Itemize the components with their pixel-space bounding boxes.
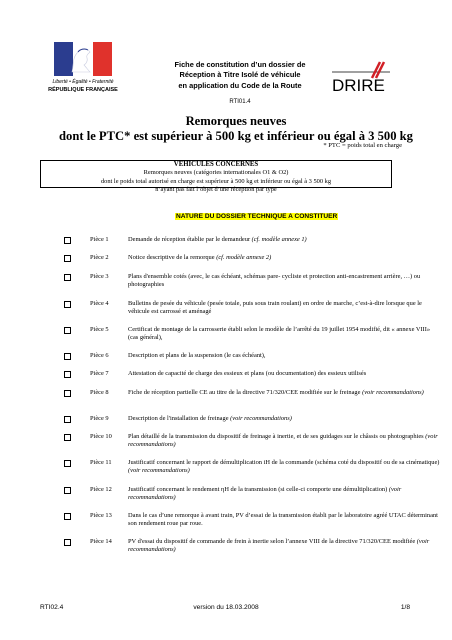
logo-motto: Liberté • Égalité • Fraternité [52,79,114,85]
fiche-title: Fiche de constitution d’un dossier de Réception à Titre Isolé de véhicule en application du Code de la Route [174,60,306,90]
drire-logo [328,60,400,94]
drire-logo-text: DRIRE [332,76,385,94]
checkbox[interactable] [64,513,71,520]
document-code: RTI01.4 [229,99,251,105]
vehicules-line: dont le poids total autorisé en charge est supérieur à 500 kg et inférieur ou égal à 3 500 kg [100,177,332,185]
vehicules-line: n’ayant pas fait l’objet d’une réception par type [155,185,277,193]
logo-republic: RÉPUBLIQUE FRANÇAISE [48,87,118,93]
checkbox[interactable] [64,416,71,423]
checkbox[interactable] [64,460,71,467]
checkbox[interactable] [64,434,71,441]
checkbox[interactable] [64,487,71,494]
checkbox[interactable] [64,237,71,244]
republique-francaise-logo [48,42,118,98]
checkbox[interactable] [64,327,71,334]
checkbox[interactable] [64,255,71,262]
marianne-icon [66,46,96,74]
nature-heading: NATURE DU DOSSIER TECHNIQUE A CONSTITUER [176,213,338,220]
vehicules-heading: VEHICULES CONCERNES [173,161,259,168]
ptc-note: * PTC = poids total en charge [323,142,402,149]
footer-code: RTI02.4 [40,604,64,611]
footer-version: version du 18.03.2008 [193,604,259,611]
checkbox[interactable] [64,390,71,397]
checkbox[interactable] [64,539,71,546]
main-title: Remorques neuves dont le PTC* est supérieur à 500 kg et inférieur ou égal à 3 500 kg [59,114,413,143]
checkbox[interactable] [64,301,71,308]
checkbox[interactable] [64,371,71,378]
vehicules-line: Remorques neuves (catégories internationales O1 & O2) [143,169,289,177]
footer-page-number: 1/8 [400,604,410,611]
vehicules-concernes-box [40,160,392,193]
checkbox[interactable] [64,274,71,281]
checkbox[interactable] [64,353,71,360]
